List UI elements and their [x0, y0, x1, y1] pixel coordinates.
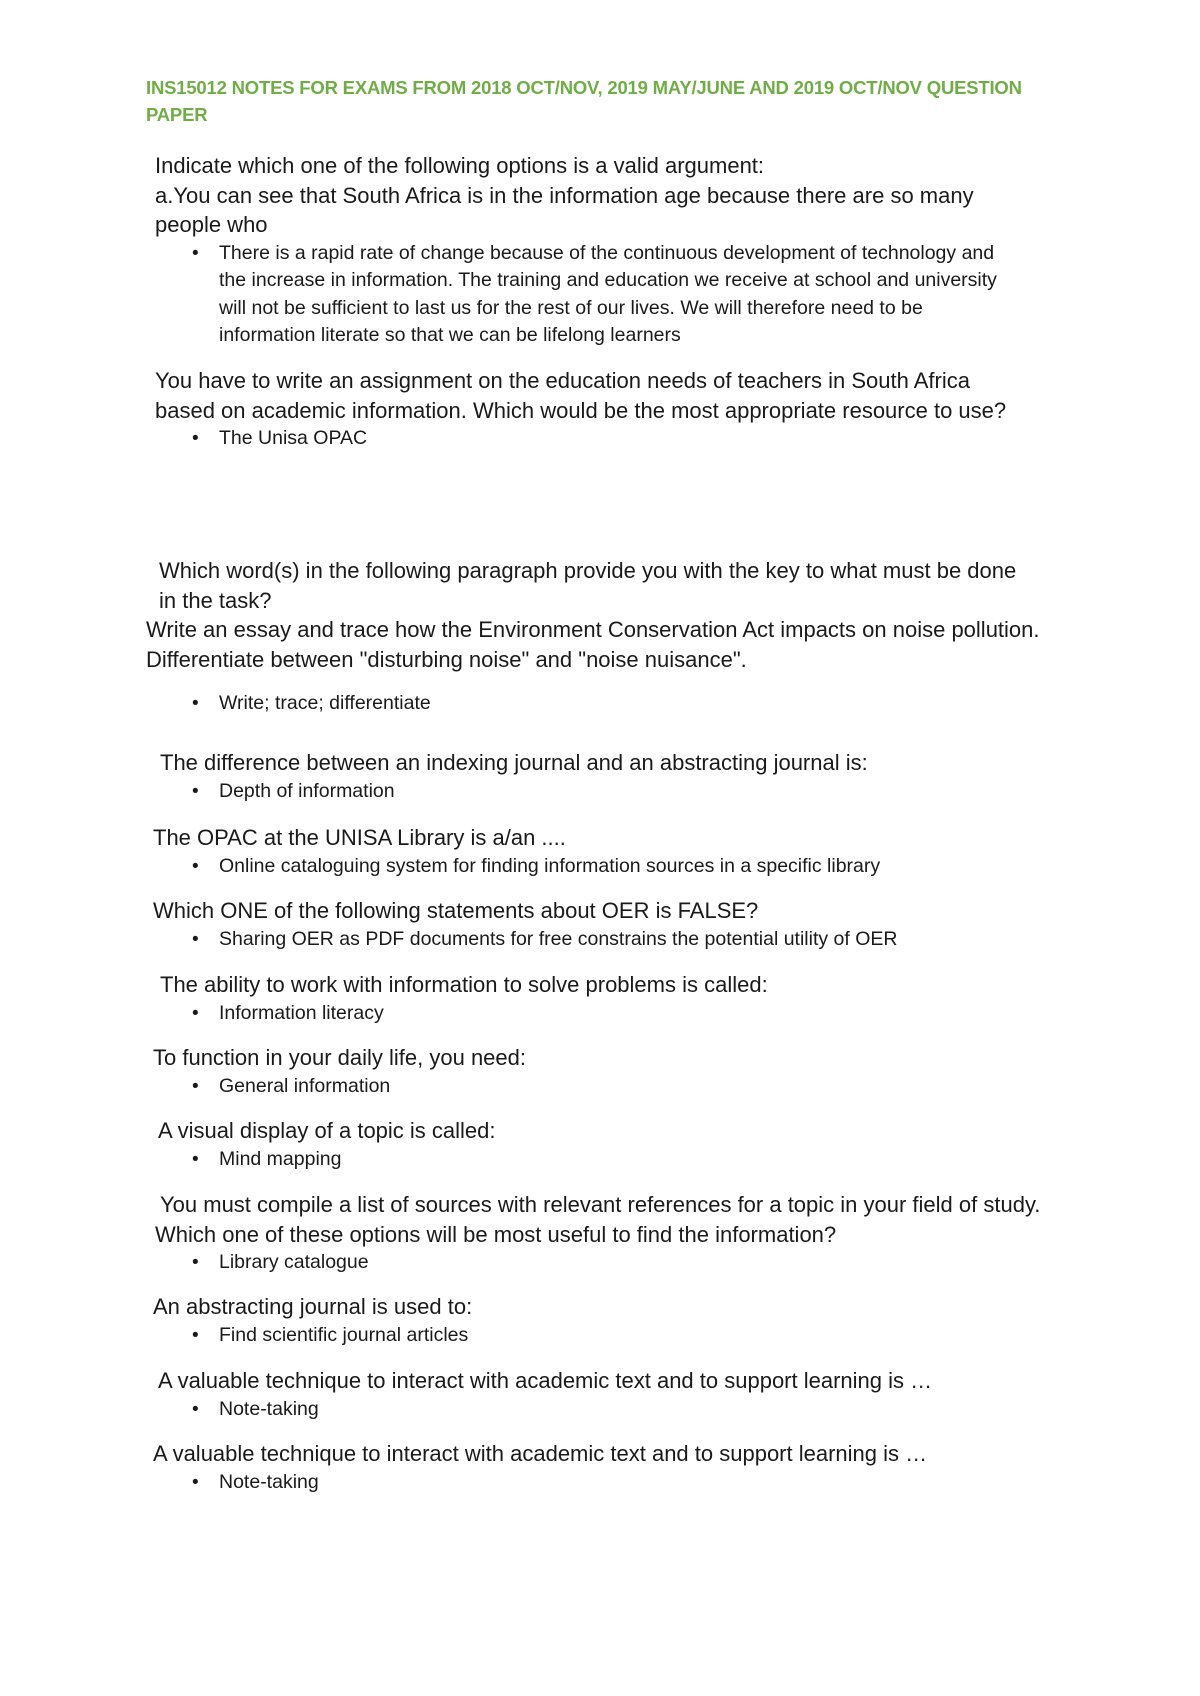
- answer-text: Online cataloguing system for finding information sources in a specific library: [219, 854, 881, 877]
- answer-list: [153, 1073, 1033, 1101]
- answer-text: General information: [219, 1074, 391, 1097]
- bullet-icon: •: [192, 780, 199, 802]
- answer-list: [160, 778, 1040, 806]
- question-block-1: [155, 151, 1035, 350]
- bullet-icon: •: [192, 428, 199, 449]
- bullet-icon: •: [192, 1075, 199, 1097]
- bullet-icon: •: [192, 1398, 199, 1420]
- answer-item: [160, 1000, 1040, 1028]
- question-block-2: [155, 366, 1015, 453]
- answer-item: [153, 1073, 1033, 1101]
- question-text: You must compile a list of sources with relevant references for a topic in your field of study. Which one of these options will be most useful to find the information?: [155, 1192, 1041, 1247]
- question-text: A visual display of a topic is called:: [158, 1118, 496, 1143]
- answer-list: [153, 1469, 1053, 1497]
- bullet-icon: •: [192, 1148, 199, 1170]
- bullet-icon: •: [192, 693, 199, 714]
- question-text: The difference between an indexing journal and an abstracting journal is:: [160, 750, 868, 775]
- answer-item: [160, 778, 1040, 806]
- answer-item: [158, 1396, 1058, 1424]
- answer-text: There is a rapid rate of change because of the continuous development of technology and the increase in information. The training and education we receive at school and university will not be sufficient to last us for the rest of our lives. We will therefore need to be information literate so that we can be lifelong learners: [219, 241, 997, 346]
- answer-item: [153, 1322, 1033, 1350]
- answer-text: Mind mapping: [219, 1147, 342, 1170]
- bullet-icon: •: [192, 1471, 199, 1493]
- question-text: An abstracting journal is used to:: [153, 1294, 473, 1319]
- answer-list: [153, 926, 1053, 954]
- answer-text: Write; trace; differentiate: [219, 692, 431, 714]
- answer-list: [153, 853, 1053, 881]
- question-text: To function in your daily life, you need:: [153, 1045, 527, 1070]
- answer-text: Find scientific journal articles: [219, 1323, 469, 1346]
- question-text: The OPAC at the UNISA Library is a/an ....: [153, 825, 566, 850]
- answer-text: The Unisa OPAC: [219, 427, 368, 449]
- question-text: A valuable technique to interact with academic text and to support learning is …: [153, 1441, 928, 1466]
- question-block-5: [153, 823, 1053, 880]
- question-text: Indicate which one of the following options is a valid argument:: [155, 153, 765, 178]
- question-text: Which ONE of the following statements about OER is FALSE?: [153, 898, 759, 923]
- answer-item: [153, 1469, 1053, 1497]
- answer-list: [153, 1322, 1033, 1350]
- answer-list: [146, 690, 1066, 718]
- answer-item: [158, 1146, 1038, 1174]
- question-block-11: [153, 1292, 1033, 1349]
- answer-item: [153, 926, 1053, 954]
- question-block-8: [153, 1043, 1033, 1100]
- answer-text: Library catalogue: [219, 1251, 369, 1273]
- answer-item: [155, 1249, 1055, 1277]
- answer-list: [158, 1146, 1038, 1174]
- question-block-6: [153, 896, 1053, 953]
- answer-item: [155, 240, 1009, 350]
- bullet-icon: •: [192, 855, 199, 877]
- answer-text: Note-taking: [219, 1397, 319, 1420]
- question-text: You have to write an assignment on the education needs of teachers in South Africa based on academic information. Which would be the most appropriate resource to use?: [155, 368, 1007, 423]
- answer-item: [153, 853, 1053, 881]
- bullet-icon: •: [192, 242, 199, 264]
- answer-text: Note-taking: [219, 1470, 319, 1493]
- answer-list: [155, 425, 1015, 453]
- answer-text: Depth of information: [219, 779, 395, 802]
- question-block-7: [160, 970, 1040, 1027]
- question-text: A valuable technique to interact with academic text and to support learning is …: [158, 1368, 933, 1393]
- document-title: INS15012 NOTES FOR EXAMS FROM 2018 OCT/NOV, 2019 MAY/JUNE AND 2019 OCT/NOV QUESTION PAPER: [146, 77, 1022, 125]
- question-block-4: [160, 748, 1040, 805]
- answer-text: Sharing OER as PDF documents for free constrains the potential utility of OER: [219, 927, 898, 950]
- answer-list: [158, 1396, 1058, 1424]
- question-block-13: [153, 1439, 1053, 1496]
- bullet-icon: •: [192, 1324, 199, 1346]
- answer-text: Information literacy: [219, 1001, 384, 1024]
- answer-item: [146, 690, 1066, 718]
- answer-list: [155, 1249, 1055, 1277]
- question-block-9: [158, 1116, 1038, 1173]
- bullet-icon: •: [192, 1002, 199, 1024]
- bullet-icon: •: [192, 1252, 199, 1273]
- answer-item: [155, 425, 1015, 453]
- question-block-10: [155, 1190, 1055, 1277]
- answer-list: [155, 240, 1035, 350]
- question-block-12: [158, 1366, 1058, 1423]
- question-text: Which word(s) in the following paragraph provide you with the key to what must be done in the task?: [159, 558, 1017, 613]
- question-block-3: [146, 556, 1066, 718]
- answer-list: [160, 1000, 1040, 1028]
- question-text: The ability to work with information to solve problems is called:: [160, 972, 768, 997]
- bullet-icon: •: [192, 928, 199, 950]
- question-extra-text: a.You can see that South Africa is in the information age because there are so many people who: [155, 182, 974, 237]
- question-extra-text: Write an essay and trace how the Environment Conservation Act impacts on noise pollution. Differentiate between "disturbing noise" and "noise nuisance".: [146, 617, 1040, 672]
